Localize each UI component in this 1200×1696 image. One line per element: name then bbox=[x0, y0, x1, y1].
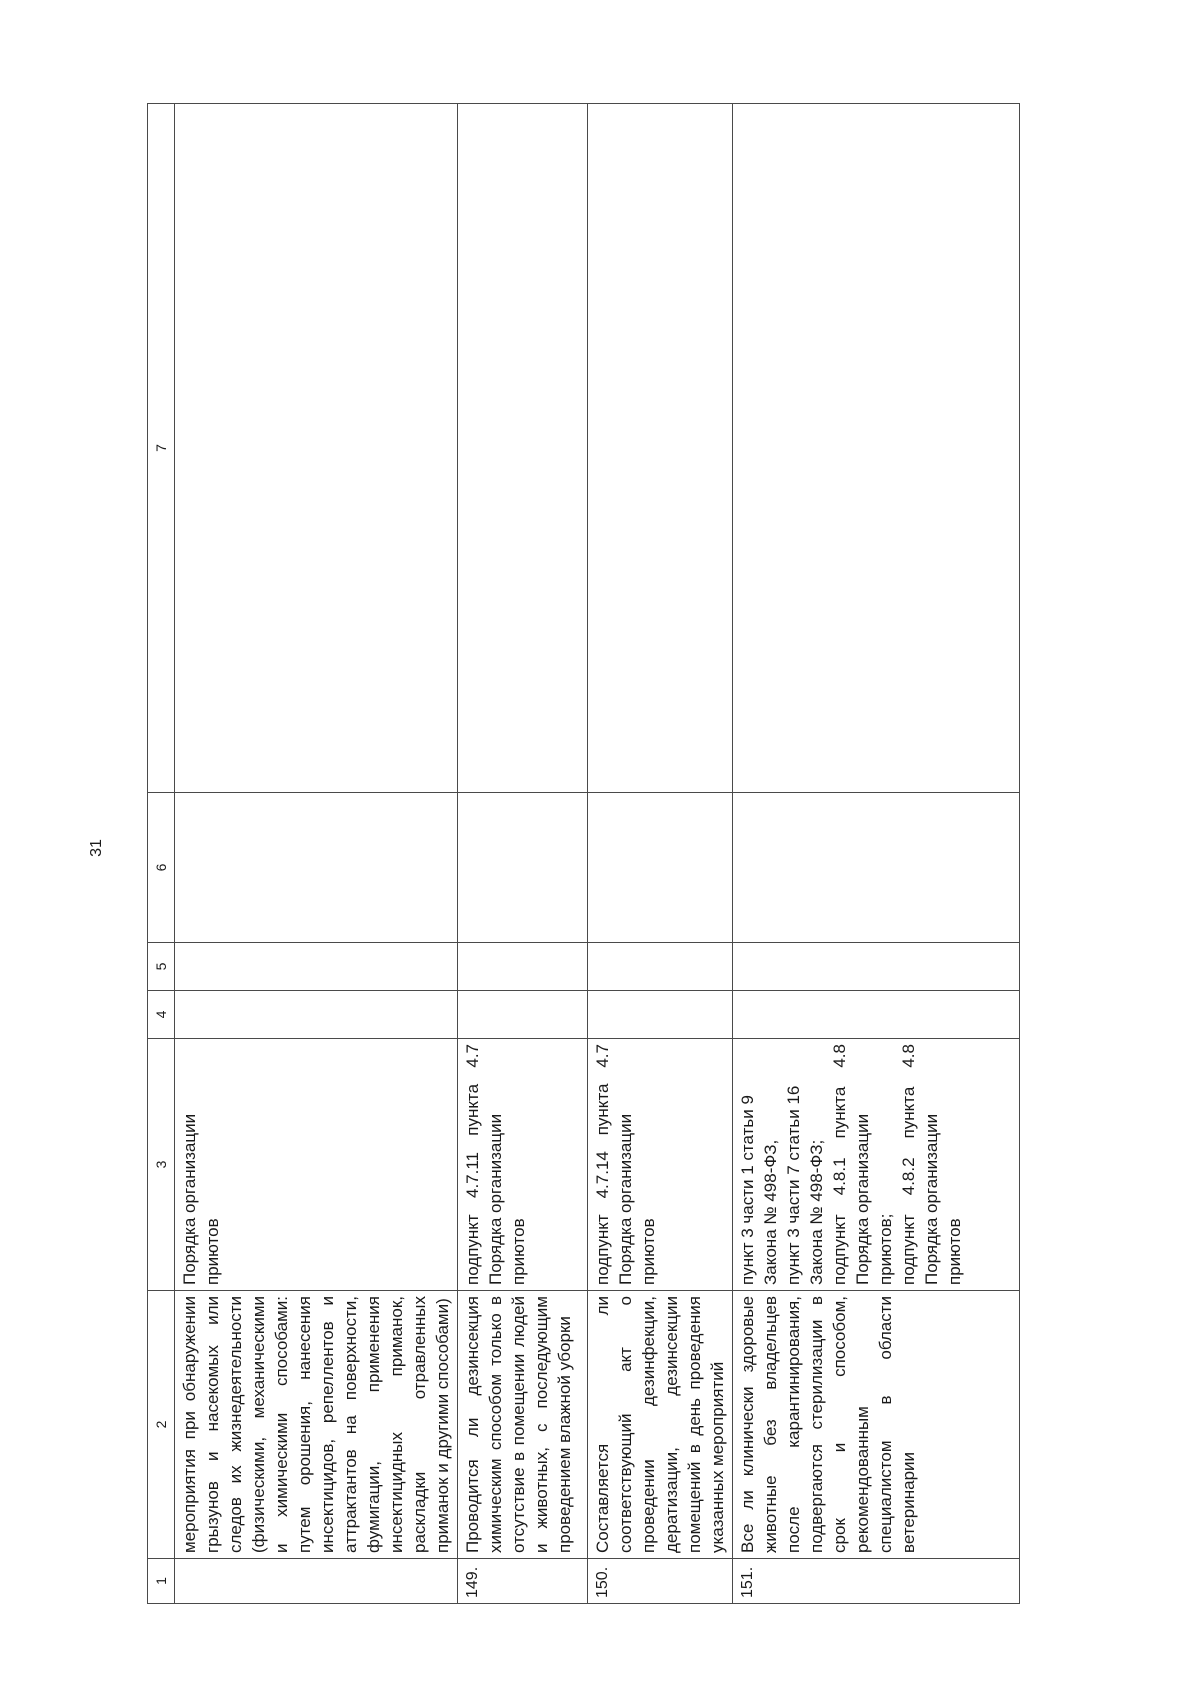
header-cell-3: 3 bbox=[148, 1039, 175, 1291]
empty-cell-4 bbox=[458, 991, 588, 1039]
header-cell-4: 4 bbox=[148, 991, 175, 1039]
reference-line: пункт 3 части 7 статьи 16 bbox=[784, 1085, 803, 1285]
empty-cell-6 bbox=[588, 793, 733, 943]
empty-cell-5 bbox=[733, 943, 1020, 991]
question-text: мероприятия при обнаружении грызунов и насекомых или следов их жизнедеятельности (физическими, механическими и химическими способами: путем орошения, нанесения инсектицидов, репеллентов и аттрактантов на поверхности, фумигации, применения инсектицидных приманок, раскладки отравленных приманок и другими способами) bbox=[175, 1291, 458, 1559]
header-cell-1: 1 bbox=[148, 1559, 175, 1604]
empty-cell-5 bbox=[175, 943, 458, 991]
header-row bbox=[148, 104, 175, 1604]
question-text: Составляется ли соответствующий акт о проведении дезинфекции, дератизации, дезинсекции помещений в день проведения указанных мероприятий bbox=[588, 1291, 733, 1559]
empty-cell-6 bbox=[733, 793, 1020, 943]
empty-cell-6 bbox=[458, 793, 588, 943]
row-number: 150. bbox=[588, 1559, 733, 1604]
reference-line: Порядка организации приютов bbox=[922, 1113, 964, 1285]
reference-line: подпункт 4.8.1 пункта 4.8 bbox=[830, 1044, 849, 1285]
table-row bbox=[588, 104, 733, 1604]
checklist-table bbox=[147, 103, 1020, 1604]
question-text: Все ли клинически здоровые животные без владельцев после карантинирования, подвергаются стерилизации в срок и способом, рекомендованным специалистом в области ветеринарии bbox=[733, 1291, 1020, 1559]
reference-cell bbox=[175, 1039, 458, 1291]
reference-line: пункт 3 части 1 статьи 9 bbox=[738, 1095, 757, 1285]
reference-line: Порядка организации приютов bbox=[616, 1113, 658, 1285]
empty-cell-7 bbox=[588, 104, 733, 793]
empty-cell-7 bbox=[458, 104, 588, 793]
reference-line: Порядка организации приютов bbox=[180, 1113, 222, 1285]
reference-line: подпункт 4.7.11 пункта 4.7 bbox=[463, 1044, 482, 1285]
empty-cell-7 bbox=[175, 104, 458, 793]
empty-cell-4 bbox=[588, 991, 733, 1039]
reference-line: Закона № 498-ФЗ; bbox=[807, 1139, 826, 1285]
table-row bbox=[733, 104, 1020, 1604]
empty-cell-7 bbox=[733, 104, 1020, 793]
header-cell-2: 2 bbox=[148, 1291, 175, 1559]
empty-cell-5 bbox=[458, 943, 588, 991]
header-cell-7: 7 bbox=[148, 104, 175, 793]
question-text: Проводится ли дезинсекция химическим способом только в отсутствие в помещении людей и животных, с последующим проведением влажной уборки bbox=[458, 1291, 588, 1559]
reference-line: Закона № 498-ФЗ, bbox=[761, 1139, 780, 1285]
header-cell-6: 6 bbox=[148, 793, 175, 943]
reference-line: подпункт 4.8.2 пункта 4.8 bbox=[899, 1044, 918, 1285]
rotated-table-wrapper bbox=[147, 104, 992, 1604]
row-number: 149. bbox=[458, 1559, 588, 1604]
row-number bbox=[175, 1559, 458, 1604]
header-cell-5: 5 bbox=[148, 943, 175, 991]
table-row bbox=[175, 104, 458, 1604]
empty-cell-5 bbox=[588, 943, 733, 991]
reference-cell bbox=[588, 1039, 733, 1291]
reference-line: подпункт 4.7.14 пункта 4.7 bbox=[593, 1044, 612, 1285]
page-number: 31 bbox=[88, 839, 105, 857]
empty-cell-6 bbox=[175, 793, 458, 943]
reference-line: Порядка организации приютов; bbox=[853, 1113, 895, 1285]
row-number: 151. bbox=[733, 1559, 1020, 1604]
reference-line: Порядка организации приютов bbox=[486, 1113, 528, 1285]
reference-cell bbox=[458, 1039, 588, 1291]
table-row bbox=[458, 104, 588, 1604]
empty-cell-4 bbox=[733, 991, 1020, 1039]
reference-cell bbox=[733, 1039, 1020, 1291]
empty-cell-4 bbox=[175, 991, 458, 1039]
